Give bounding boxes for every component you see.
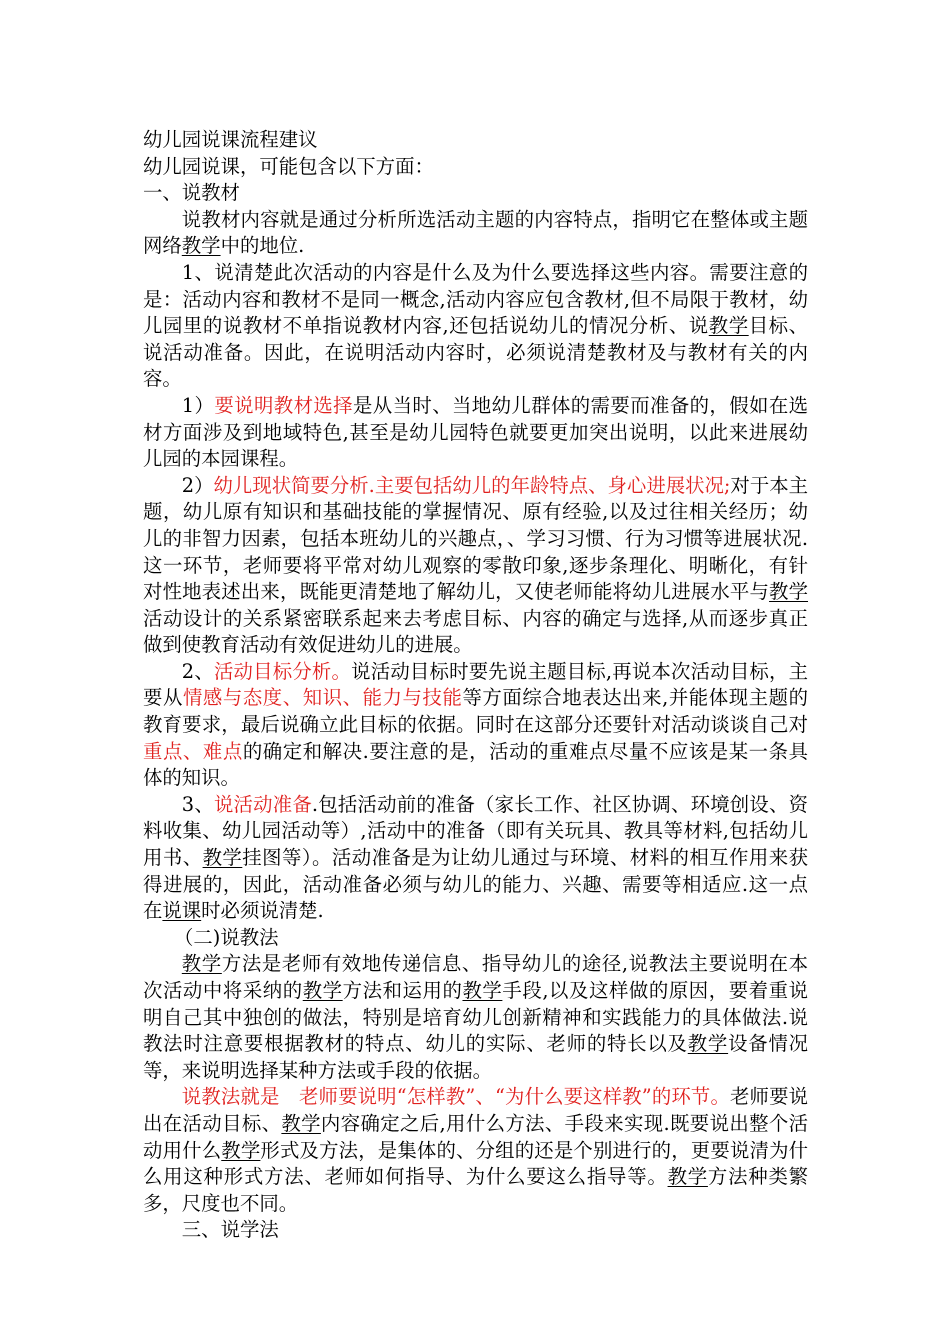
highlight-text: 活动目标分析。	[213, 659, 352, 683]
link-jiaoxue[interactable]: 教学	[667, 1165, 708, 1189]
link-jiaoxue[interactable]: 教学	[181, 952, 222, 976]
link-jiaoxue[interactable]: 教学	[221, 1138, 261, 1162]
paragraph-4: 2）幼儿现状简要分析.主要包括幼儿的年龄特点、身心进展状况;对于本主题，幼儿原有知识和基础技能的掌握情况、原有经验,以及过往相关经历；幼儿的非智力因素，包括本班幼儿的兴趣点，、学习习惯、行为习惯等进展状况.这一环节，老师要将平常对幼儿观察的零散印象,逐步条理化、明晰化，有针对性地表述出来，既能更清楚地了解幼儿，又使老师能将幼儿进展水平与教学活动设计的关系紧密联系起来去考虑目标、内容的确定与选择,从而逐步真正做到使教育活动有效促进幼儿的进展。	[143, 473, 809, 657]
link-jiaoxue[interactable]: 教学	[281, 1111, 321, 1135]
link-jiaoxue[interactable]: 教学	[687, 1032, 729, 1056]
paragraph-2: 1、说清楚此次活动的内容是什么及为什么要选择这些内容。需要注意的是：活动内容和教材不是同一概念,活动内容应包含教材,但不局限于教材，幼儿园里的说教材不单指说教材内容,还包括说幼儿的情况分析、说教学目标、说活动准备。因此，在说明活动内容时，必须说清楚教材及与教材有关的内容。	[143, 260, 809, 391]
paragraph-8: 说教法就是 老师要说明“怎样教”、“为什么要这样教”的环节。老师要说出在活动目标、教学内容确定之后,用什么方法、手段来实现.既要说出整个活动用什么教学形式及方法，是集体的、分组的还是个别进行的，更要说清为什么用这种形式方法、老师如何指导、为什么要这么指导等。教学方法种类繁多，尺度也不同。	[143, 1085, 809, 1215]
doc-title: 幼儿园说课流程建议	[143, 128, 318, 151]
doc-intro: 幼儿园说课，可能包含以下方面：	[143, 154, 434, 178]
highlight-text: 情感与态度、知识、能力与技能	[182, 686, 463, 710]
paragraph-1: 说教材内容就是通过分析所选活动主题的内容特点，指明它在整体或主题网络教学中的地位.	[143, 207, 808, 258]
link-jiaoxue[interactable]: 教学	[462, 979, 503, 1002]
section-heading-2: （二)说教法	[174, 925, 279, 949]
link-shuoke[interactable]: 说课	[162, 899, 202, 923]
section-heading-1: 一、说教材	[143, 181, 240, 205]
link-jiaoxue[interactable]: 教学	[302, 979, 343, 1002]
highlight-text: 要说明教材选择	[214, 393, 353, 417]
document-page	[143, 127, 808, 1244]
highlight-text: 重点、难点	[143, 739, 243, 763]
highlight-text: 说教法就是 老师要说明“怎样教”、“为什么要这样教”的环节。	[181, 1085, 730, 1109]
paragraph-5: 2、活动目标分析。说活动目标时要先说主题目标,再说本次活动目标，主要从情感与态度、知识、能力与技能等方面综合地表达出来,并能体现主题的教育要求，最后说确立此目标的依据。同时在这部分还要针对活动谈谈自己对重点、难点的确定和解决.要注意的是，活动的重难点尽量不应该是某一条具体的知识。	[143, 659, 809, 790]
paragraph-6: 3、说活动准备.包括活动前的准备（家长工作、社区协调、环境创设、资料收集、幼儿园活动等）,活动中的准备（即有关玩具、教具等材料,包括幼儿用书、教学挂图等）。活动准备是为让幼儿通过与环境、材料的相互作用来获得进展的，因此，活动准备必须与幼儿的能力、兴趣、需要等相适应.这一点在说课时必须说清楚.	[143, 792, 808, 923]
link-jiaoxue[interactable]: 教学	[708, 314, 749, 338]
highlight-text: 说活动准备	[213, 792, 312, 816]
highlight-text: 幼儿现状简要分析.主要包括幼儿的年龄特点、身心进展状况;	[213, 473, 731, 497]
link-jiaoxue[interactable]: 教学	[202, 846, 243, 870]
paragraph-3: 1）要说明教材选择是从当时、当地幼儿群体的需要而准备的，假如在选材方面涉及到地域特色,甚至是幼儿园特色就要更加突出说明，以此来进展幼儿园的本园课程。	[143, 393, 809, 471]
paragraph-7: 教学方法是老师有效地传递信息、指导幼儿的途径,说教法主要说明在本次活动中将采纳的教学方法和运用的教学手段,以及这样做的原因，要着重说明自己其中独创的做法，特别是培育幼儿创新精神和实践能力的具体做法.说教法时注意要根据教材的特点、幼儿的实际、老师的特长以及教学设备情况等，来说明选择某种方法或手段的依据。	[143, 952, 809, 1082]
link-jiaoxue[interactable]: 教学	[181, 234, 221, 258]
section-heading-3: 三、说学法	[181, 1218, 279, 1242]
link-jiaoxue[interactable]: 教学	[769, 580, 809, 604]
